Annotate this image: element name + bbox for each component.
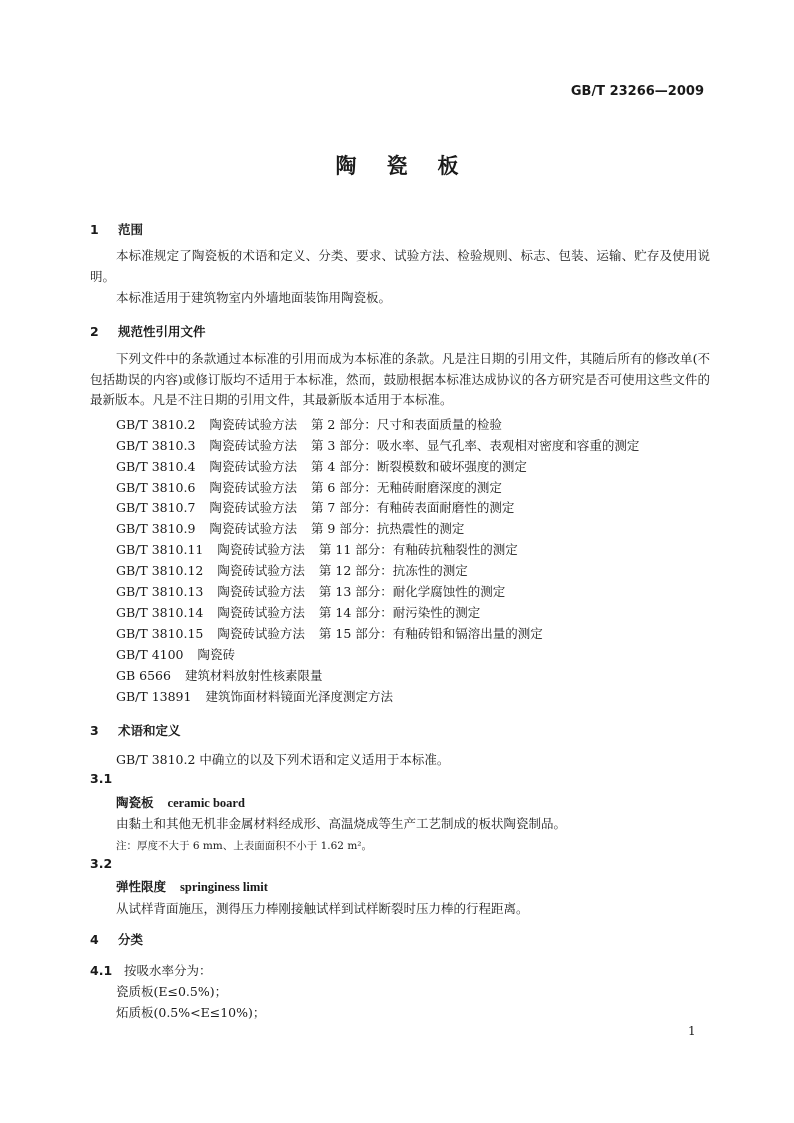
term-entry xyxy=(116,877,268,895)
section-number: 1 xyxy=(90,222,99,237)
clause-4-1 xyxy=(90,961,212,979)
ref-part: 第 9 部分：抗热震性的测定 xyxy=(310,521,465,536)
ref-part: 第 4 部分：断裂模数和破坏强度的测定 xyxy=(310,459,527,474)
ref-code: GB/T 3810.3 xyxy=(116,438,196,453)
reference-item xyxy=(116,540,518,558)
reference-item xyxy=(116,436,639,454)
section-4-heading xyxy=(90,930,143,948)
ref-code: GB/T 3810.12 xyxy=(116,563,204,578)
ref-title: 建筑材料放射性核素限量 xyxy=(184,668,323,683)
ref-part: 第 7 部分：有釉砖表面耐磨性的测定 xyxy=(310,500,515,515)
ref-code: GB/T 3810.2 xyxy=(116,417,196,432)
ref-code: GB/T 3810.13 xyxy=(116,584,204,599)
section-1-paragraph-2 xyxy=(90,288,710,309)
term-entry xyxy=(116,793,245,811)
reference-item xyxy=(116,603,480,621)
reference-item xyxy=(116,561,468,579)
section-title: 术语和定义 xyxy=(118,723,181,738)
reference-item xyxy=(116,624,543,642)
ref-code: GB/T 3810.15 xyxy=(116,626,204,641)
ref-code: GB/T 3810.6 xyxy=(116,480,196,495)
reference-item xyxy=(116,519,464,537)
ref-code: GB/T 4100 xyxy=(116,647,184,662)
section-number: 4 xyxy=(90,932,99,947)
paragraph-text: 本标准规定了陶瓷板的术语和定义、分类、要求、试验方法、检验规则、标志、包装、运输、贮存及使用说明。 xyxy=(90,248,710,284)
clause-text: 按吸水率分为： xyxy=(124,963,212,978)
ref-code: GB 6566 xyxy=(116,668,171,683)
reference-item xyxy=(116,415,502,433)
ref-code: GB/T 3810.14 xyxy=(116,605,204,620)
clause-number: 3.1 xyxy=(90,771,113,786)
ref-part: 第 2 部分：尺寸和表面质量的检验 xyxy=(310,417,502,432)
term-zh: 陶瓷板 xyxy=(116,795,154,810)
section-2-heading xyxy=(90,322,206,340)
classification-item: 炻质板(0.5%<E≤10%)； xyxy=(116,1005,266,1020)
reference-item xyxy=(116,687,393,705)
section-title: 范围 xyxy=(118,222,144,237)
ref-part: 第 14 部分：耐污染性的测定 xyxy=(318,605,481,620)
reference-item xyxy=(116,498,514,516)
ref-title: 陶瓷砖试验方法 xyxy=(217,563,305,578)
ref-part: 第 15 部分：有釉砖铅和镉溶出量的测定 xyxy=(318,626,543,641)
classification-item: 瓷质板(E≤0.5%)； xyxy=(116,984,228,999)
section-number: 2 xyxy=(90,324,99,339)
ref-title: 陶瓷砖试验方法 xyxy=(209,521,297,536)
ref-title: 建筑饰面材料镜面光泽度测定方法 xyxy=(205,689,393,704)
reference-item xyxy=(116,645,235,663)
ref-title: 陶瓷砖试验方法 xyxy=(209,500,297,515)
ref-part: 第 11 部分：有釉砖抗釉裂性的测定 xyxy=(318,542,518,557)
ref-title: 陶瓷砖试验方法 xyxy=(217,605,305,620)
ref-title: 陶瓷砖试验方法 xyxy=(217,542,305,557)
ref-title: 陶瓷砖试验方法 xyxy=(217,626,305,641)
term-note: 注：厚度不大于 6 mm、上表面面积不小于 1.62 m²。 xyxy=(116,840,372,852)
section-3-heading xyxy=(90,721,181,739)
section-title: 分类 xyxy=(118,932,144,947)
ref-code: GB/T 3810.7 xyxy=(116,500,196,515)
paragraph-text: 下列文件中的条款通过本标准的引用而成为本标准的条款。凡是注日期的引用文件，其随后所有的修改单(不包括勘误的内容)或修订版均不适用于本标准，然而，鼓励根据本标准达成协议的各方研究是否可使用这些文件的最新版本。凡是不注日期的引用文件，其最新版本适用于本标准。 xyxy=(90,351,710,407)
document-title: 陶瓷板 xyxy=(335,154,489,178)
ref-code: GB/T 13891 xyxy=(116,689,192,704)
reference-item xyxy=(116,457,527,475)
ref-part: 第 6 部分：无釉砖耐磨深度的测定 xyxy=(310,480,502,495)
ref-title: 陶瓷砖试验方法 xyxy=(209,459,297,474)
reference-item xyxy=(116,478,502,496)
ref-title: 陶瓷砖试验方法 xyxy=(209,480,297,495)
paragraph-text: 本标准适用于建筑物室内外墙地面装饰用陶瓷板。 xyxy=(116,290,392,305)
section-number: 3 xyxy=(90,723,99,738)
section-3-intro: GB/T 3810.2 中确立的以及下列术语和定义适用于本标准。 xyxy=(116,752,450,767)
ref-code: GB/T 3810.11 xyxy=(116,542,204,557)
ref-code: GB/T 3810.4 xyxy=(116,459,196,474)
term-zh: 弹性限度 xyxy=(116,879,167,894)
ref-part: 第 12 部分：抗冻性的测定 xyxy=(318,563,468,578)
section-1-heading xyxy=(90,220,143,238)
section-title: 规范性引用文件 xyxy=(118,324,206,339)
term-en: springiness limit xyxy=(180,880,268,894)
clause-number: 3.2 xyxy=(90,856,113,871)
ref-part: 第 3 部分：吸水率、显气孔率、表观相对密度和容重的测定 xyxy=(310,438,640,453)
ref-title: 陶瓷砖试验方法 xyxy=(209,438,297,453)
reference-item xyxy=(116,666,322,684)
ref-part: 第 13 部分：耐化学腐蚀性的测定 xyxy=(318,584,506,599)
page-number: 1 xyxy=(688,1024,696,1038)
standard-number: GB/T 23266—2009 xyxy=(570,84,704,99)
term-en: ceramic board xyxy=(167,796,245,810)
ref-code: GB/T 3810.9 xyxy=(116,521,196,536)
term-definition: 由黏土和其他无机非金属材料经成形、高温烧成等生产工艺制成的板状陶瓷制品。 xyxy=(116,816,567,831)
ref-title: 陶瓷砖 xyxy=(197,647,236,662)
ref-title: 陶瓷砖试验方法 xyxy=(209,417,297,432)
section-1-paragraph-1 xyxy=(90,246,710,287)
term-definition: 从试样背面施压，测得压力棒刚接触试样到试样断裂时压力棒的行程距离。 xyxy=(116,901,529,916)
reference-item xyxy=(116,582,505,600)
clause-number: 4.1 xyxy=(90,963,113,978)
section-2-intro xyxy=(90,349,710,411)
ref-title: 陶瓷砖试验方法 xyxy=(217,584,305,599)
